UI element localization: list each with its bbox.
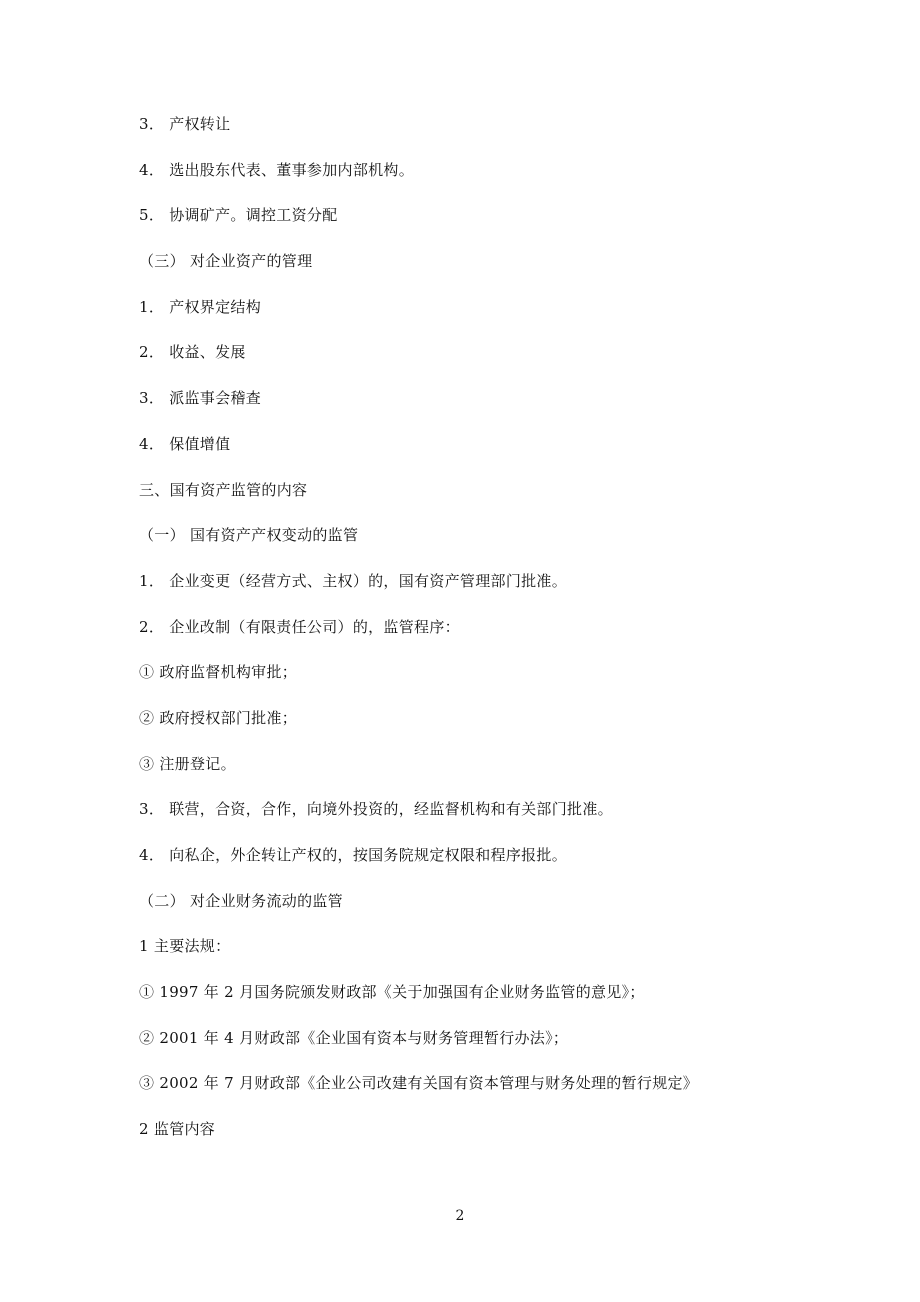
text-line: 4． 保值增值	[139, 435, 231, 453]
text-line: 4． 选出股东代表、董事参加内部机构。	[139, 161, 415, 179]
chapter-heading: 三、国有资产监管的内容	[139, 481, 308, 499]
text-line: 3． 联营，合资，合作，向境外投资的，经监督机构和有关部门批准。	[139, 800, 613, 818]
section-heading: （一） 国有资产产权变动的监管	[139, 526, 359, 544]
text-line: 1 主要法规：	[139, 937, 231, 955]
text-line: ③ 注册登记。	[139, 755, 236, 773]
text-line: 2． 收益、发展	[139, 343, 246, 361]
text-line: 1． 企业变更（经营方式、主权）的，国有资产管理部门批准。	[139, 572, 568, 590]
text-line: ① 政府监督机构审批；	[139, 663, 298, 681]
text-line: ③ 2002 年 7 月财政部《企业公司改建有关国有资本管理与财务处理的暂行规定》	[139, 1074, 699, 1092]
text-line: 5． 协调矿产。调控工资分配	[139, 206, 338, 224]
text-line: 1． 产权界定结构	[139, 298, 262, 316]
text-line: 3． 产权转让	[139, 115, 231, 133]
text-line: 4． 向私企，外企转让产权的，按国务院规定权限和程序报批。	[139, 846, 568, 864]
section-heading: （二） 对企业财务流动的监管	[139, 892, 343, 910]
text-line: ② 政府授权部门批准；	[139, 709, 298, 727]
page-number: 2	[455, 1208, 465, 1224]
section-heading: （三） 对企业资产的管理	[139, 252, 313, 270]
text-line: 2． 企业改制（有限责任公司）的，监管程序：	[139, 618, 460, 636]
text-line: 3． 派监事会稽查	[139, 389, 262, 407]
text-line: ② 2001 年 4 月财政部《企业国有资本与财务管理暂行办法》；	[139, 1029, 569, 1047]
text-line: 2 监管内容	[139, 1120, 216, 1138]
text-line: ① 1997 年 2 月国务院颁发财政部《关于加强国有企业财务监管的意见》；	[139, 983, 645, 1001]
